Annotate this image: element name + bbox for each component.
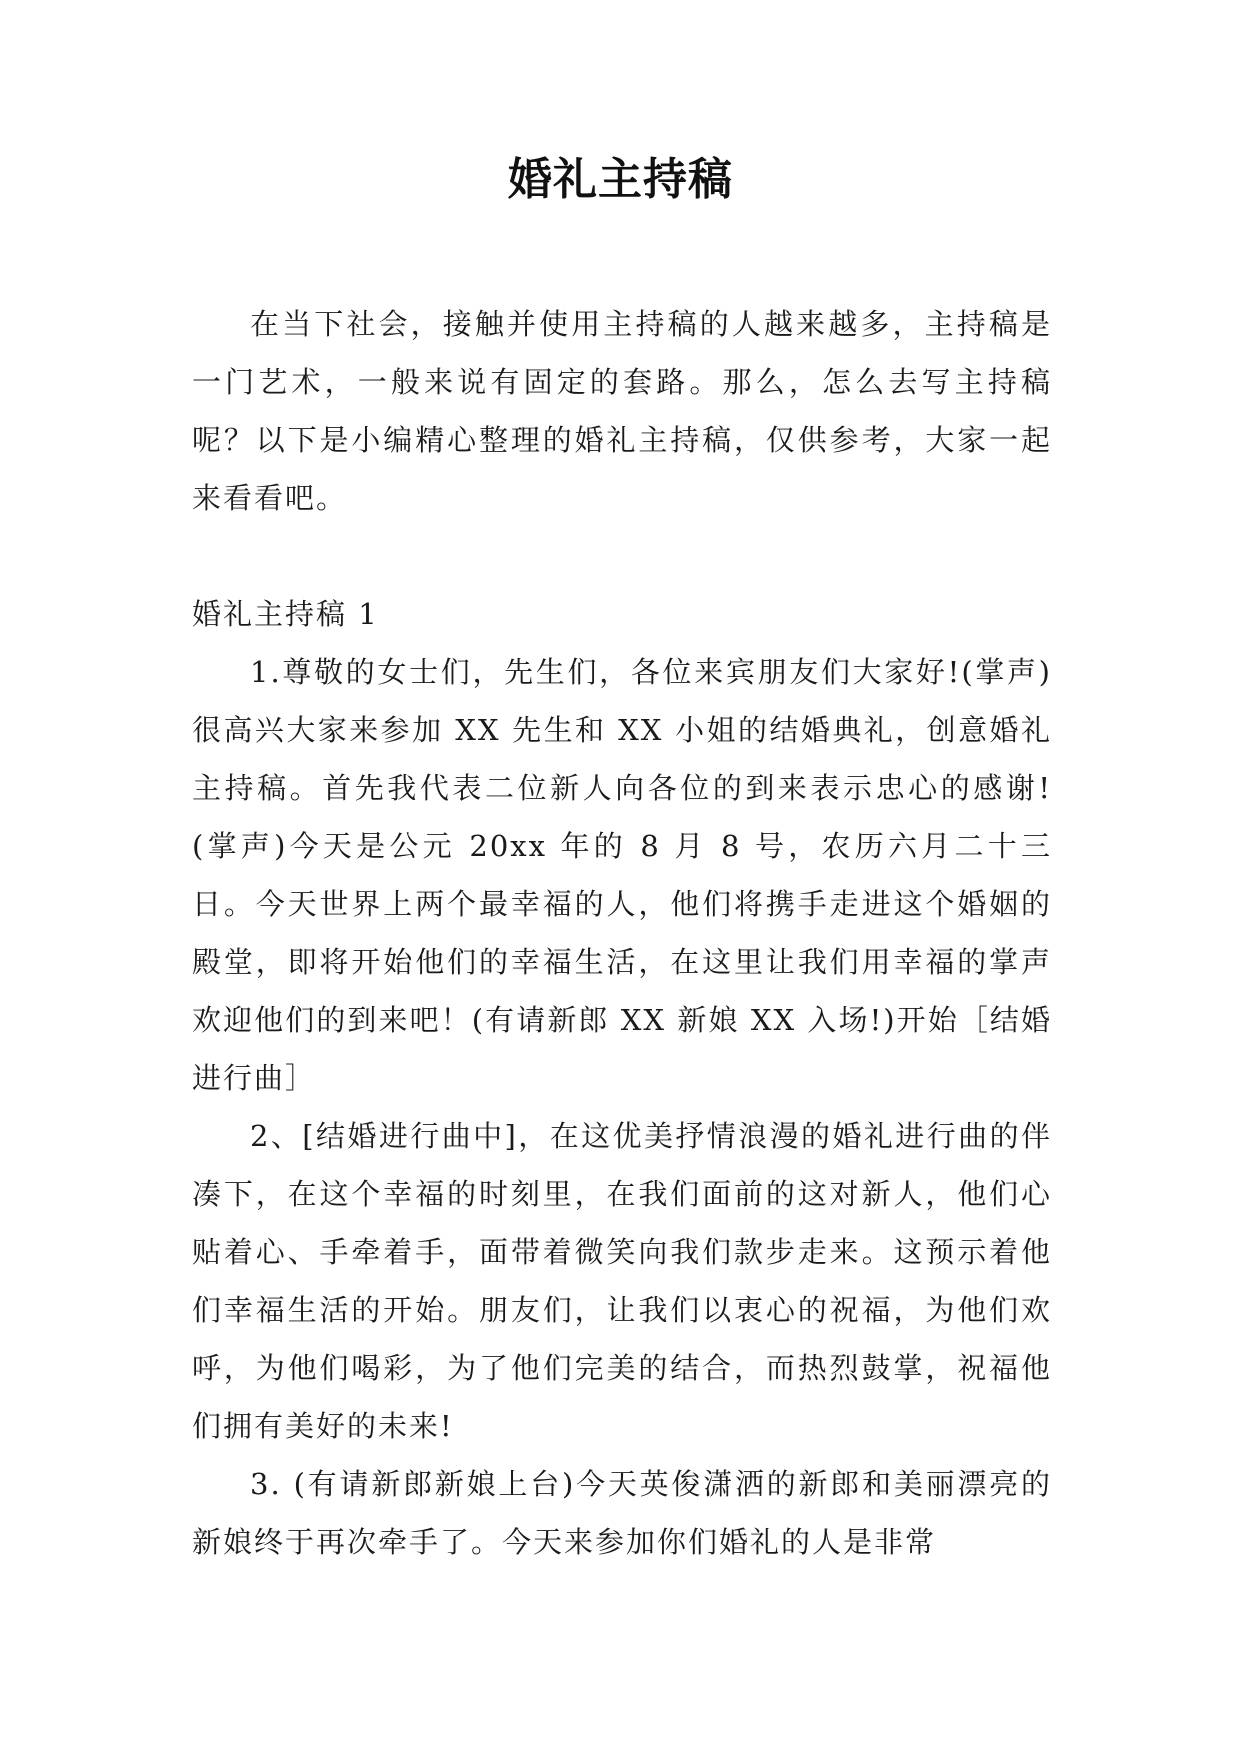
intro-paragraph: 在当下社会，接触并使用主持稿的人越来越多，主持稿是一门艺术，一般来说有固定的套路。那么，怎么去写主持稿呢？以下是小编精心整理的婚礼主持稿，仅供参考，大家一起来看看吧。: [192, 307, 1052, 515]
section-heading: 婚礼主持稿 1: [192, 597, 379, 631]
body-paragraph-3: 3. (有请新郎新娘上台)今天英俊潇洒的新郎和美丽漂亮的新娘终于再次牵手了。今天来参加你们婚礼的人是非常: [192, 1467, 1052, 1559]
body-paragraph-2: 2、[结婚进行曲中]，在这优美抒情浪漫的婚礼进行曲的伴凑下，在这个幸福的时刻里，在我们面前的这对新人，他们心贴着心、手牵着手，面带着微笑向我们款步走来。这预示着他们幸福生活的开始。朋友们，让我们以衷心的祝福，为他们欢呼，为他们喝彩，为了他们完美的结合，而热烈鼓掌，祝福他们拥有美好的未来!: [192, 1119, 1052, 1443]
document-body: [192, 295, 1052, 1571]
document-title: 婚礼主持稿: [508, 154, 733, 205]
body-paragraph-1: 1.尊敬的女士们，先生们，各位来宾朋友们大家好!(掌声)很高兴大家来参加 XX 先生和 XX 小姐的结婚典礼，创意婚礼主持稿。首先我代表二位新人向各位的到来表示忠心的感谢!(掌声)今天是公元 20xx 年的 8 月 8 号，农历六月二十三日。今天世界上两个最幸福的人，他们将携手走进这个婚姻的殿堂，即将开始他们的幸福生活，在这里让我们用幸福的掌声欢迎他们的到来吧！(有请新郎 XX 新娘 XX 入场!)开始［结婚进行曲］: [192, 655, 1052, 1095]
